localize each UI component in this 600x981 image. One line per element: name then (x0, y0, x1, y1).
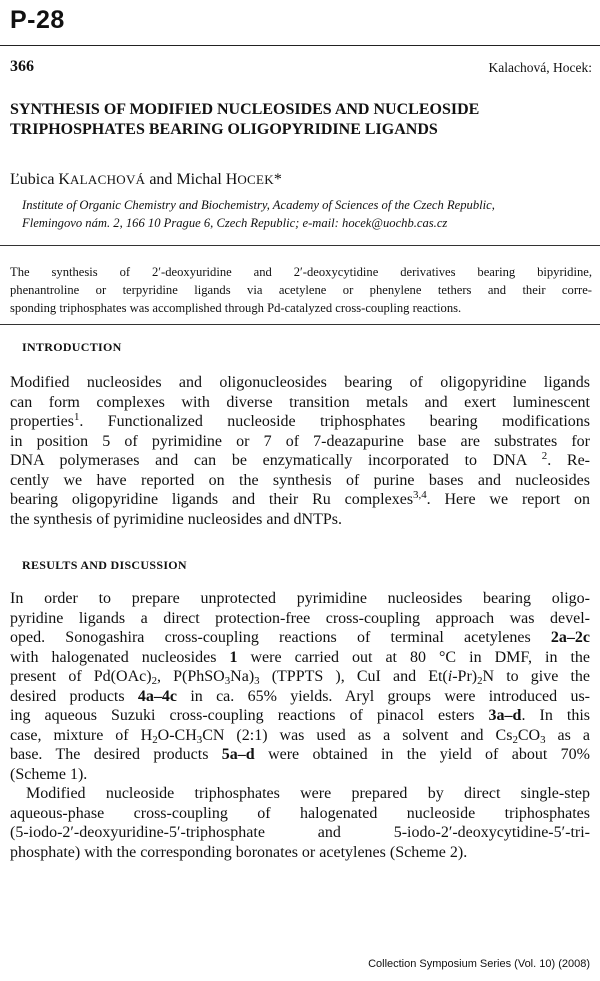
poster-id: P-28 (10, 6, 65, 34)
citation-ref: 3,4 (413, 489, 427, 502)
text-run: -Pr) (452, 668, 478, 685)
text-run: . In this (521, 707, 591, 724)
text-run: were obtained in the yield of about 70% (254, 746, 590, 763)
text-run: O-CH (157, 726, 197, 744)
text-line: can form complexes with diverse transition metals and exert luminescent (10, 393, 590, 411)
text-line: (5-iodo-2′-deoxyuridine-5′-triphosphate and 5-iodo-2′-deoxycytidine-5′-tri- (10, 824, 590, 841)
subscript: 2 (151, 675, 157, 688)
abstract-line: The synthesis of 2′-deoxyuridine and 2′-deoxycytidine derivatives bearing bipyridine, (10, 265, 592, 279)
compound-ref: 1 (229, 648, 238, 666)
affiliation (22, 196, 592, 232)
author-surname-rest: ALACHOVÁ (69, 172, 146, 187)
compound-ref: 5a–d (221, 746, 255, 763)
text-run: as a (545, 726, 590, 744)
text-line: in position 5 of pyrimidine or 7 of 7-deazapurine base are substrates for (10, 432, 590, 450)
text-line (10, 648, 590, 668)
subscript: 3 (224, 675, 231, 688)
abstract-rule-bottom (0, 324, 600, 325)
text-line (10, 667, 590, 687)
italic-run: i (447, 668, 453, 685)
text-run: in ca. 65% yields. Aryl groups were introduced us- (177, 687, 590, 705)
subscript: 3 (196, 733, 203, 746)
compound-ref: 3a–d (488, 707, 522, 724)
text-line: the synthesis of pyrimidine nucleosides and dNTPs. (10, 510, 342, 528)
corresponding-author-mark: * (273, 171, 282, 188)
text-line: Modified nucleosides and oligonucleosides bearing of oligopyridine ligands (10, 374, 590, 391)
subscript: 3 (540, 733, 546, 746)
author-conjunction: and (145, 171, 177, 188)
text-run: . Here we report on (426, 491, 590, 508)
abstract-rule-top (0, 245, 600, 246)
text-line (10, 706, 590, 726)
text-line: phosphate) with the corresponding boronates or acetylenes (Scheme 2). (10, 843, 468, 861)
author-surname-rest: OCEK (237, 172, 274, 187)
text-run: ing aqueous Suzuki cross-coupling reactions of pinacol esters (10, 707, 489, 724)
text-line (10, 490, 590, 510)
title-line: TRIPHOSPHATES BEARING OLIGOPYRIDINE LIGANDS (10, 121, 438, 138)
affiliation-line: Institute of Organic Chemistry and Biochemistry, Academy of Sciences of the Czech Republic, (22, 198, 495, 212)
introduction-paragraph (10, 373, 590, 529)
abstract-line: sponding triphosphates was accomplished through Pd-catalyzed cross-coupling reactions. (10, 301, 462, 315)
text-line (10, 412, 590, 432)
compound-ref: 2a–2c (550, 629, 590, 646)
header-rule (0, 45, 600, 46)
section-heading-results: RESULTS AND DISCUSSION (22, 558, 187, 572)
text-line (10, 628, 590, 648)
affiliation-line: Flemingovo nám. 2, 166 10 Prague 6, Czech Republic; e-mail: hocek@uochb.cas.cz (22, 216, 448, 230)
text-run: desired products (10, 687, 138, 705)
text-run: CO (517, 726, 541, 744)
journal-footer: Collection Symposium Series (Vol. 10) (2008) (368, 958, 590, 970)
author-surname-initial: K (58, 171, 70, 188)
text-line (10, 726, 590, 746)
text-line: In order to prepare unprotected pyrimidine nucleosides bearing oligo- (10, 590, 590, 607)
section-heading-introduction: INTRODUCTION (22, 340, 122, 354)
text-run: were carried out at 80 °C in DMF, in the (237, 648, 591, 666)
compound-ref: 4a–4c (137, 687, 178, 705)
text-line (10, 687, 590, 707)
subscript: 2 (152, 733, 158, 746)
citation-ref: 2 (527, 450, 548, 463)
results-paragraph (10, 589, 590, 862)
page-number: 366 (10, 58, 34, 75)
text-run: oped. Sonogashira cross-coupling reactions of terminal acetylenes (10, 629, 551, 646)
citation-ref: 1 (73, 411, 80, 424)
text-run: present of Pd(OAc) (10, 668, 152, 685)
text-run: Na) (230, 668, 255, 685)
text-line: cently we have reported on the synthesis of purine bases and nucleosides (10, 471, 590, 489)
subscript: 3 (254, 675, 260, 688)
author-list (10, 171, 282, 189)
running-head: Kalachová, Hocek: (488, 60, 592, 75)
abstract (10, 263, 592, 317)
text-line: pyridine ligands a direct protection-free cross-coupling approach was devel- (10, 609, 590, 627)
author-surname-initial: H (225, 171, 238, 188)
text-run: case, mixture of H (10, 726, 153, 744)
subscript: 2 (477, 675, 483, 688)
text-run: N to give the (482, 668, 591, 685)
abstract-line: phenantroline or terpyridine ligands via acetylene or phenylene tethers and their corre- (10, 283, 592, 297)
author-first-name: Michal (176, 171, 226, 188)
text-line: Modified nucleoside triphosphates were prepared by direct single-step (26, 785, 590, 802)
text-run: . Functionalized nucleoside triphosphates bearing modifications (79, 413, 590, 430)
text-run: CN (2:1) was used as a solvent and Cs (202, 726, 513, 744)
text-run: . Re- (547, 452, 590, 469)
text-run: (TPPTS ), CuI and Et( (259, 668, 448, 685)
paper-title (10, 100, 590, 140)
text-run: base. The desired products (10, 746, 222, 763)
text-run: properties (10, 413, 74, 430)
text-line (10, 745, 590, 765)
text-line (10, 451, 590, 471)
text-run: bearing oligopyridine ligands and their Ru complexes (10, 491, 414, 508)
text-line: aqueous-phase cross-coupling of halogenated nucleoside triphosphates (10, 804, 590, 822)
text-line: (Scheme 1). (10, 765, 88, 783)
text-run: , P(PhSO (157, 668, 225, 685)
author-first-name: Ľubica (10, 171, 59, 188)
text-run: with halogenated nucleosides (10, 648, 230, 666)
title-line: SYNTHESIS OF MODIFIED NUCLEOSIDES AND NUCLEOSIDE (10, 101, 480, 118)
text-run: DNA polymerases and can be enzymatically incorporated to DNA (10, 452, 528, 469)
subscript: 2 (512, 733, 518, 746)
